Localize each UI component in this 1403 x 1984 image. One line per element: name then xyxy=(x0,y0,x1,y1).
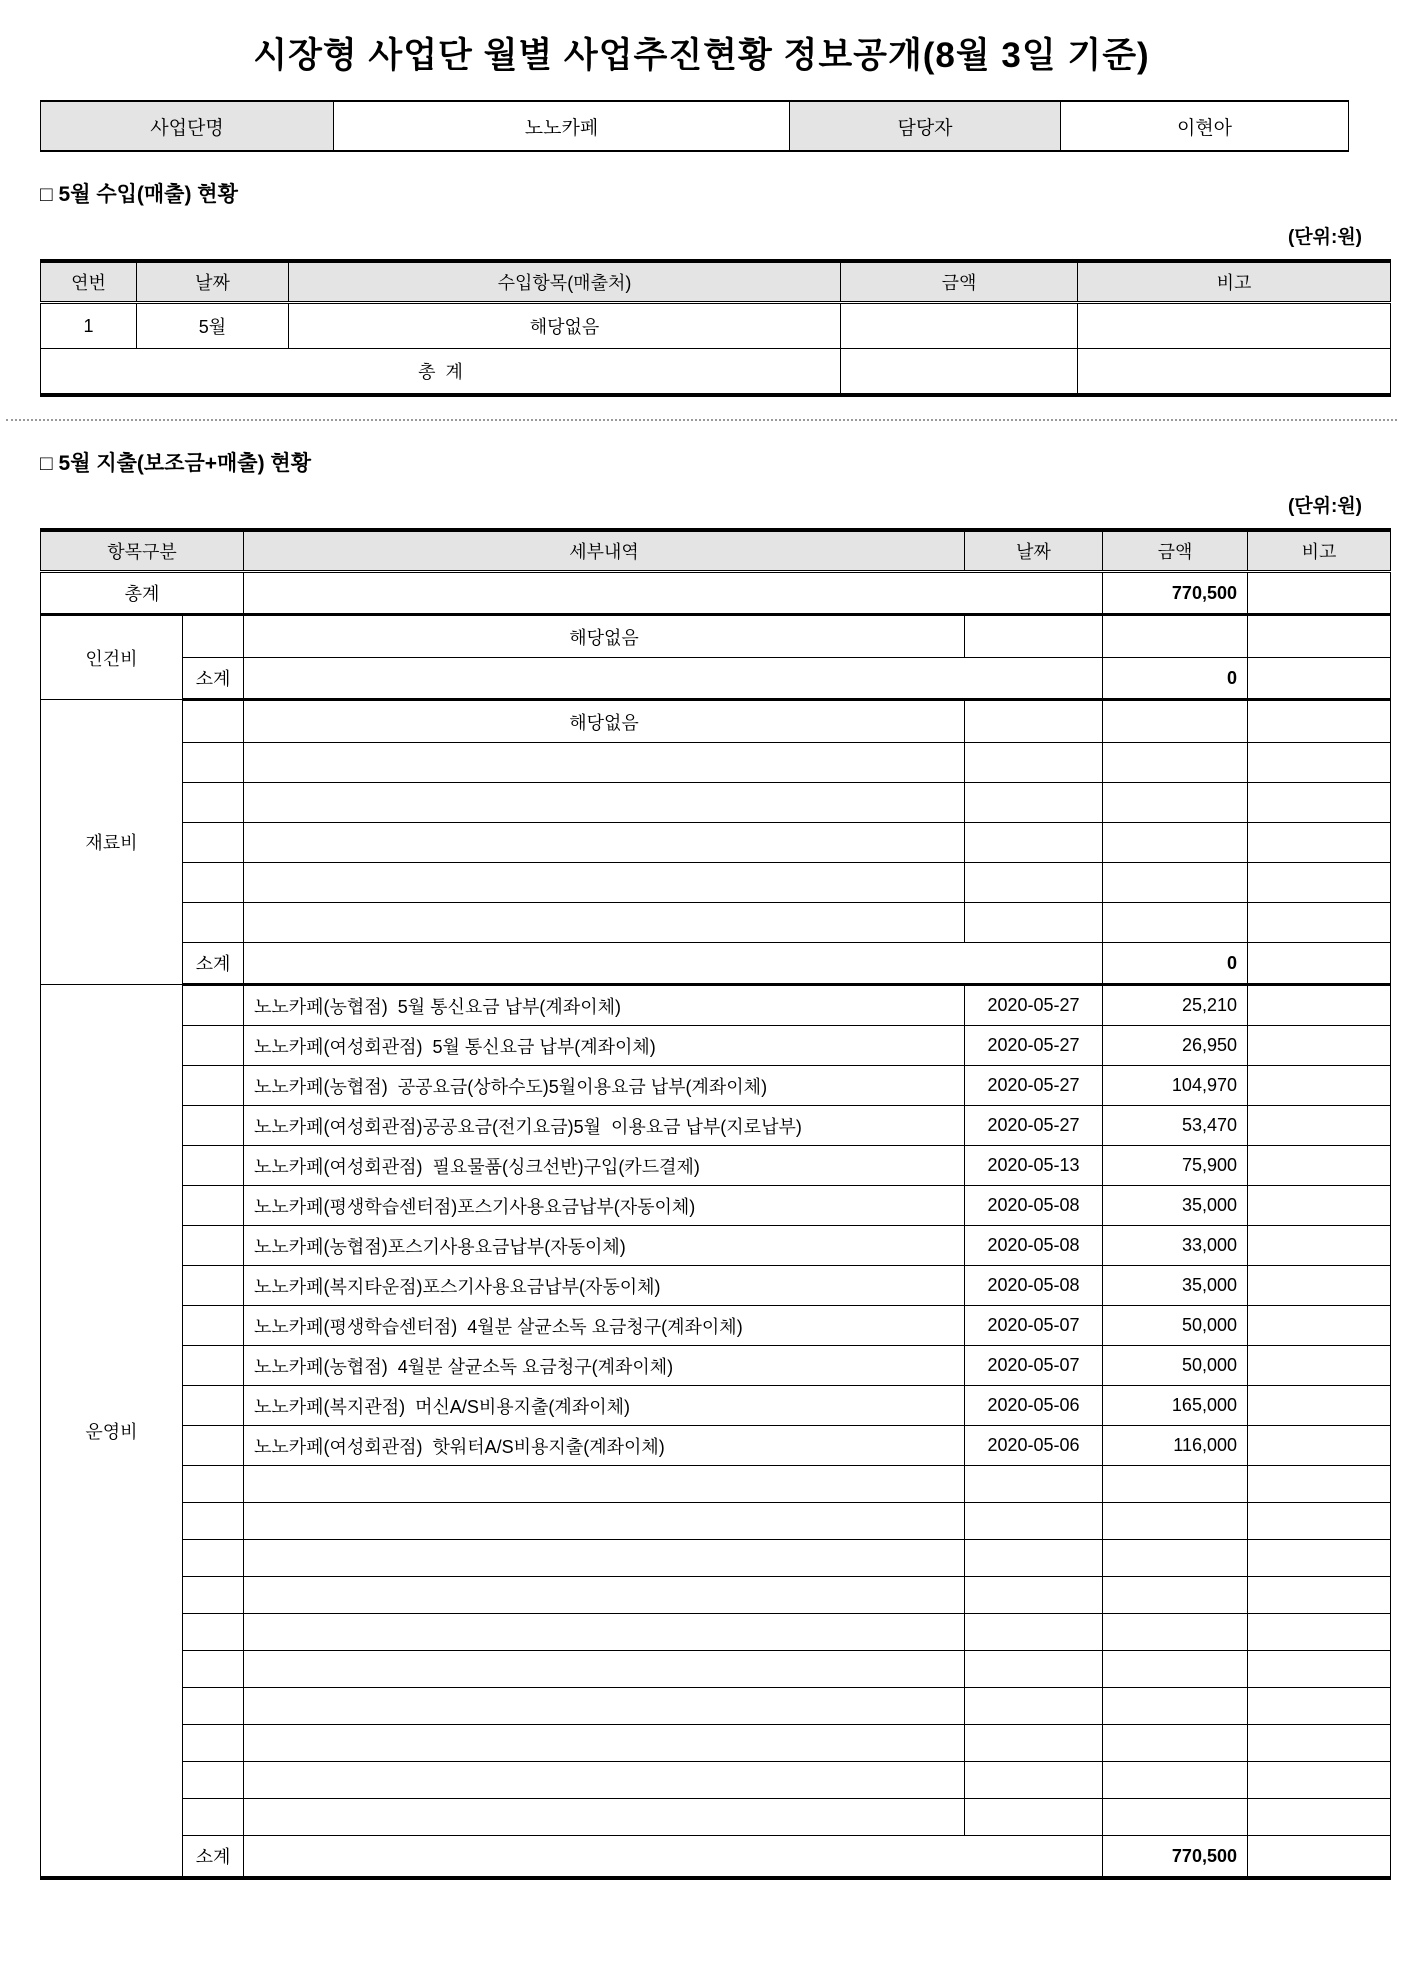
labor-subtotal-amount: 0 xyxy=(1103,658,1248,700)
item-desc: 노노카페(복지관점) 머신A/S비용지출(계좌이체) xyxy=(244,1386,965,1426)
material-na-row xyxy=(41,700,1391,743)
sub-cell xyxy=(183,615,244,658)
grand-total-note xyxy=(1248,572,1391,615)
expense-item-row xyxy=(41,1266,1391,1306)
empty-cell xyxy=(1248,823,1391,863)
empty-cell xyxy=(965,863,1103,903)
item-desc: 노노카페(농협점) 4월분 살균소독 요금청구(계좌이체) xyxy=(244,1346,965,1386)
income-header-item: 수입항목(매출처) xyxy=(289,261,841,303)
item-amount: 104,970 xyxy=(1103,1066,1248,1106)
expense-item-row xyxy=(41,1106,1391,1146)
income-table xyxy=(40,259,1391,397)
expense-item-row xyxy=(41,1226,1391,1266)
empty-cell xyxy=(1103,1466,1248,1503)
empty-cell xyxy=(244,1466,965,1503)
empty-cell xyxy=(1248,943,1391,985)
info-row xyxy=(41,101,1349,151)
empty-cell xyxy=(1248,783,1391,823)
item-amount: 25,210 xyxy=(1103,985,1248,1026)
empty-cell xyxy=(183,1503,244,1540)
sub-cell xyxy=(183,985,244,1026)
sub-cell xyxy=(183,1226,244,1266)
expense-table xyxy=(40,528,1391,1880)
item-desc: 노노카페(평생학습센터점) 4월분 살균소독 요금청구(계좌이체) xyxy=(244,1306,965,1346)
empty-row xyxy=(41,1614,1391,1651)
item-amount: 50,000 xyxy=(1103,1346,1248,1386)
empty-cell xyxy=(244,1577,965,1614)
empty-cell xyxy=(183,1688,244,1725)
expense-unit-note: (단위:원) xyxy=(1287,496,1362,517)
item-date: 2020-05-27 xyxy=(965,1026,1103,1066)
empty-cell xyxy=(1248,1026,1391,1066)
item-amount: 33,000 xyxy=(1103,1226,1248,1266)
empty-cell xyxy=(1248,1799,1391,1836)
expense-section-heading: □ 5월 지출(보조금+매출) 현황 xyxy=(40,452,311,475)
income-header-date: 날짜 xyxy=(137,261,289,303)
empty-cell xyxy=(1103,1503,1248,1540)
empty-cell xyxy=(244,943,1103,985)
empty-cell xyxy=(183,1799,244,1836)
empty-row xyxy=(41,1762,1391,1799)
empty-cell xyxy=(183,863,244,903)
item-desc: 노노카페(여성회관점) 5월 통신요금 납부(계좌이체) xyxy=(244,1026,965,1066)
item-amount: 53,470 xyxy=(1103,1106,1248,1146)
empty-cell xyxy=(244,863,965,903)
info-value-manager: 이현아 xyxy=(1061,101,1349,151)
sub-cell xyxy=(183,1186,244,1226)
item-date: 2020-05-08 xyxy=(965,1226,1103,1266)
empty-cell xyxy=(244,1762,965,1799)
empty-cell xyxy=(1103,1577,1248,1614)
sub-cell xyxy=(183,1146,244,1186)
empty-cell xyxy=(965,700,1103,743)
empty-row xyxy=(41,1799,1391,1836)
empty-row xyxy=(41,863,1391,903)
subtotal-label: 소계 xyxy=(183,1836,244,1879)
item-amount: 50,000 xyxy=(1103,1306,1248,1346)
empty-cell xyxy=(965,1503,1103,1540)
empty-cell xyxy=(244,783,965,823)
empty-cell xyxy=(965,1577,1103,1614)
material-subtotal-row xyxy=(41,943,1391,985)
item-amount: 26,950 xyxy=(1103,1026,1248,1066)
income-cell-amount xyxy=(841,303,1078,349)
empty-cell xyxy=(244,1688,965,1725)
empty-cell xyxy=(244,1540,965,1577)
empty-cell xyxy=(1103,1725,1248,1762)
material-subtotal-amount: 0 xyxy=(1103,943,1248,985)
income-total-note xyxy=(1078,349,1391,396)
empty-cell xyxy=(1103,1540,1248,1577)
expense-item-row xyxy=(41,1066,1391,1106)
expense-item-row xyxy=(41,1146,1391,1186)
empty-cell xyxy=(1103,1799,1248,1836)
empty-cell xyxy=(965,1614,1103,1651)
group-label-operating: 운영비 xyxy=(41,985,183,1879)
sub-cell xyxy=(183,1426,244,1466)
expense-item-row xyxy=(41,1026,1391,1066)
sub-cell xyxy=(183,1266,244,1306)
sub-cell xyxy=(183,700,244,743)
empty-cell xyxy=(1103,615,1248,658)
item-date: 2020-05-06 xyxy=(965,1426,1103,1466)
empty-cell xyxy=(1248,1688,1391,1725)
empty-cell xyxy=(183,1540,244,1577)
empty-cell xyxy=(1103,1651,1248,1688)
empty-cell xyxy=(244,823,965,863)
income-header-note: 비고 xyxy=(1078,261,1391,303)
income-cell-note xyxy=(1078,303,1391,349)
empty-row xyxy=(41,1688,1391,1725)
info-table xyxy=(40,100,1349,152)
expense-header-note: 비고 xyxy=(1248,530,1391,572)
empty-cell xyxy=(1248,863,1391,903)
empty-cell xyxy=(1248,1651,1391,1688)
item-date: 2020-05-27 xyxy=(965,985,1103,1026)
income-header-no: 연번 xyxy=(41,261,137,303)
item-desc: 노노카페(복지타운점)포스기사용요금납부(자동이체) xyxy=(244,1266,965,1306)
item-date: 2020-05-08 xyxy=(965,1186,1103,1226)
item-desc: 노노카페(농협점) 공공요금(상하수도)5월이용요금 납부(계좌이체) xyxy=(244,1066,965,1106)
item-desc: 노노카페(평생학습센터점)포스기사용요금납부(자동이체) xyxy=(244,1186,965,1226)
empty-cell xyxy=(965,1688,1103,1725)
info-label-team: 사업단명 xyxy=(41,101,334,151)
subtotal-label: 소계 xyxy=(183,943,244,985)
empty-row xyxy=(41,1503,1391,1540)
item-amount: 35,000 xyxy=(1103,1186,1248,1226)
empty-cell xyxy=(1103,1614,1248,1651)
empty-cell xyxy=(183,1614,244,1651)
item-desc: 노노카페(농협점)포스기사용요금납부(자동이체) xyxy=(244,1226,965,1266)
empty-cell xyxy=(1248,1386,1391,1426)
empty-cell xyxy=(1248,1466,1391,1503)
item-amount: 75,900 xyxy=(1103,1146,1248,1186)
empty-cell xyxy=(1103,903,1248,943)
sub-cell xyxy=(183,1346,244,1386)
income-row xyxy=(41,303,1391,349)
operating-subtotal-amount: 770,500 xyxy=(1103,1836,1248,1879)
empty-cell xyxy=(1248,1306,1391,1346)
empty-cell xyxy=(965,1762,1103,1799)
group-label-material: 재료비 xyxy=(41,700,183,985)
empty-cell xyxy=(244,1503,965,1540)
empty-cell xyxy=(1248,1146,1391,1186)
item-date: 2020-05-08 xyxy=(965,1266,1103,1306)
empty-cell xyxy=(1103,1688,1248,1725)
empty-cell xyxy=(1248,985,1391,1026)
empty-cell xyxy=(183,783,244,823)
empty-row xyxy=(41,1651,1391,1688)
expense-header-amount: 금액 xyxy=(1103,530,1248,572)
grand-total-amount: 770,500 xyxy=(1103,572,1248,615)
empty-row xyxy=(41,1725,1391,1762)
empty-cell xyxy=(1248,1725,1391,1762)
empty-cell xyxy=(1248,1577,1391,1614)
empty-cell xyxy=(965,823,1103,863)
empty-cell xyxy=(965,1466,1103,1503)
item-date: 2020-05-06 xyxy=(965,1386,1103,1426)
empty-row xyxy=(41,823,1391,863)
item-date: 2020-05-13 xyxy=(965,1146,1103,1186)
empty-cell xyxy=(1248,615,1391,658)
empty-cell xyxy=(965,783,1103,823)
item-desc: 노노카페(여성회관점) 필요물품(싱크선반)구입(카드결제) xyxy=(244,1146,965,1186)
expense-item-row xyxy=(41,1306,1391,1346)
income-total-label: 총 계 xyxy=(41,349,841,396)
group-label-labor: 인건비 xyxy=(41,615,183,700)
empty-cell xyxy=(965,1725,1103,1762)
income-cell-no: 1 xyxy=(41,303,137,349)
sub-cell xyxy=(183,1066,244,1106)
empty-row xyxy=(41,1466,1391,1503)
empty-cell xyxy=(1103,783,1248,823)
expense-item-row xyxy=(41,985,1391,1026)
expense-item-row xyxy=(41,1386,1391,1426)
empty-cell xyxy=(1248,1836,1391,1879)
expense-header-detail: 세부내역 xyxy=(244,530,965,572)
sub-cell xyxy=(183,1386,244,1426)
empty-row xyxy=(41,743,1391,783)
empty-cell xyxy=(965,743,1103,783)
empty-cell xyxy=(244,903,965,943)
item-desc: 노노카페(여성회관점)공공요금(전기요금)5월 이용요금 납부(지로납부) xyxy=(244,1106,965,1146)
subtotal-label: 소계 xyxy=(183,658,244,700)
empty-cell xyxy=(965,1540,1103,1577)
empty-cell xyxy=(1103,863,1248,903)
empty-cell xyxy=(1103,823,1248,863)
labor-na-text: 해당없음 xyxy=(244,615,965,658)
empty-cell xyxy=(244,658,1103,700)
empty-cell xyxy=(183,1725,244,1762)
empty-cell xyxy=(965,1799,1103,1836)
empty-cell xyxy=(1248,1186,1391,1226)
item-amount: 165,000 xyxy=(1103,1386,1248,1426)
item-date: 2020-05-27 xyxy=(965,1066,1103,1106)
expense-header-category: 항목구분 xyxy=(41,530,244,572)
item-desc: 노노카페(농협점) 5월 통신요금 납부(계좌이체) xyxy=(244,985,965,1026)
income-total-row xyxy=(41,349,1391,396)
item-amount: 35,000 xyxy=(1103,1266,1248,1306)
income-section-heading: □ 5월 수입(매출) 현황 xyxy=(40,183,238,206)
expense-item-row xyxy=(41,1186,1391,1226)
income-header-row xyxy=(41,261,1391,303)
empty-cell xyxy=(1103,743,1248,783)
info-value-team: 노노카페 xyxy=(334,101,790,151)
empty-cell xyxy=(183,1762,244,1799)
empty-cell xyxy=(244,1836,1103,1879)
info-label-manager: 담당자 xyxy=(790,101,1061,151)
income-header-amount: 금액 xyxy=(841,261,1078,303)
item-date: 2020-05-27 xyxy=(965,1106,1103,1146)
empty-cell xyxy=(1248,1426,1391,1466)
material-na-text: 해당없음 xyxy=(244,700,965,743)
income-unit-note: (단위:원) xyxy=(1287,227,1362,248)
empty-cell xyxy=(1248,1346,1391,1386)
sub-cell xyxy=(183,1026,244,1066)
empty-cell xyxy=(183,1466,244,1503)
empty-cell xyxy=(965,1651,1103,1688)
income-cell-date: 5월 xyxy=(137,303,289,349)
empty-cell xyxy=(1248,743,1391,783)
expense-grand-total-row xyxy=(41,572,1391,615)
empty-cell xyxy=(1248,1762,1391,1799)
operating-subtotal-row xyxy=(41,1836,1391,1879)
item-amount: 116,000 xyxy=(1103,1426,1248,1466)
empty-row xyxy=(41,903,1391,943)
empty-cell xyxy=(1103,1762,1248,1799)
sub-cell xyxy=(183,1106,244,1146)
empty-cell xyxy=(1248,903,1391,943)
grand-total-spacer xyxy=(244,572,1103,615)
empty-cell xyxy=(183,1577,244,1614)
empty-cell xyxy=(1248,1614,1391,1651)
expense-header-row xyxy=(41,530,1391,572)
empty-cell xyxy=(1248,700,1391,743)
labor-na-row xyxy=(41,615,1391,658)
empty-row xyxy=(41,1540,1391,1577)
expense-item-row xyxy=(41,1426,1391,1466)
empty-cell xyxy=(1248,658,1391,700)
empty-cell xyxy=(244,743,965,783)
empty-cell xyxy=(183,1651,244,1688)
page-title: 시장형 사업단 월별 사업추진현황 정보공개(8월 3일 기준) xyxy=(253,36,1150,75)
empty-cell xyxy=(1248,1226,1391,1266)
section-divider xyxy=(6,419,1397,421)
item-desc: 노노카페(여성회관점) 핫워터A/S비용지출(계좌이체) xyxy=(244,1426,965,1466)
labor-subtotal-row xyxy=(41,658,1391,700)
empty-cell xyxy=(244,1799,965,1836)
empty-row xyxy=(41,1577,1391,1614)
empty-cell xyxy=(1248,1503,1391,1540)
item-date: 2020-05-07 xyxy=(965,1346,1103,1386)
income-cell-item: 해당없음 xyxy=(289,303,841,349)
expense-item-row xyxy=(41,1346,1391,1386)
empty-cell xyxy=(244,1725,965,1762)
empty-cell xyxy=(1103,700,1248,743)
empty-cell xyxy=(1248,1066,1391,1106)
empty-cell xyxy=(965,903,1103,943)
empty-cell xyxy=(183,743,244,783)
income-total-amount xyxy=(841,349,1078,396)
empty-cell xyxy=(244,1614,965,1651)
item-date: 2020-05-07 xyxy=(965,1306,1103,1346)
sub-cell xyxy=(183,1306,244,1346)
grand-total-label: 총계 xyxy=(41,572,244,615)
empty-cell xyxy=(1248,1540,1391,1577)
empty-cell xyxy=(1248,1106,1391,1146)
empty-cell xyxy=(1248,1266,1391,1306)
empty-cell xyxy=(183,903,244,943)
empty-cell xyxy=(244,1651,965,1688)
expense-header-date: 날짜 xyxy=(965,530,1103,572)
empty-cell xyxy=(965,615,1103,658)
empty-cell xyxy=(183,823,244,863)
empty-row xyxy=(41,783,1391,823)
